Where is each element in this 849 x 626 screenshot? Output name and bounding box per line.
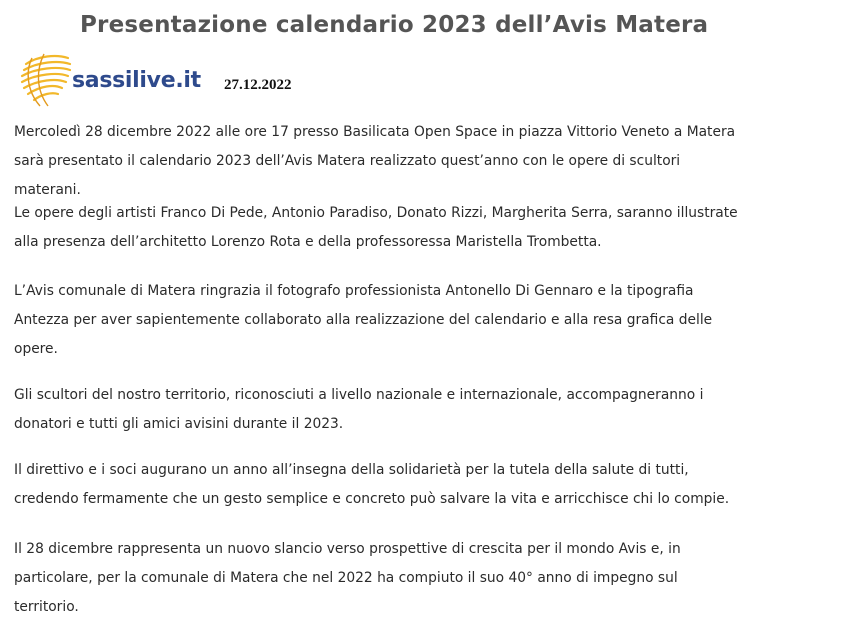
source-logo[interactable] bbox=[18, 50, 201, 112]
paragraph-line: Le opere degli artisti Franco Di Pede, Antonio Paradiso, Donato Rizzi, Margherita Serra, saranno illustrate bbox=[14, 205, 738, 221]
article-paragraph-5 bbox=[14, 456, 829, 514]
article-date: 27.12.2022 bbox=[224, 77, 292, 93]
paragraph-line: territorio. bbox=[14, 599, 79, 615]
paragraph-line: Antezza per aver sapientemente collaborato alla realizzazione del calendario e alla resa grafica delle bbox=[14, 312, 713, 328]
article-paragraph-4 bbox=[14, 381, 829, 439]
paragraph-line: materani. bbox=[14, 182, 81, 198]
paragraph-line: Il 28 dicembre rappresenta un nuovo slancio verso prospettive di crescita per il mondo Avis e, in bbox=[14, 541, 681, 557]
paragraph-line: L’Avis comunale di Matera ringrazia il fotografo professionista Antonello Di Gennaro e la tipografia bbox=[14, 283, 694, 299]
paragraph-line: sarà presentato il calendario 2023 dell’Avis Matera realizzato quest’anno con le opere di scultori bbox=[14, 153, 681, 169]
paragraph-line: donatori e tutti gli amici avisini durante il 2023. bbox=[14, 416, 344, 432]
article-paragraph-6 bbox=[14, 535, 829, 622]
article-title: Presentazione calendario 2023 dell’Avis Matera bbox=[80, 12, 709, 38]
sassilive-logo-icon bbox=[18, 50, 74, 110]
paragraph-line: opere. bbox=[14, 341, 58, 357]
paragraph-line: alla presenza dell’architetto Lorenzo Rota e della professoressa Maristella Trombetta. bbox=[14, 234, 602, 250]
paragraph-line: Gli scultori del nostro territorio, riconosciuti a livello nazionale e internazionale, accompagneranno i bbox=[14, 387, 704, 403]
article-paragraph-3 bbox=[14, 277, 829, 364]
paragraph-line: credendo fermamente che un gesto semplice e concreto può salvare la vita e arricchisce chi lo compie. bbox=[14, 491, 730, 507]
article-paragraph-1 bbox=[14, 118, 829, 205]
paragraph-line: Mercoledì 28 dicembre 2022 alle ore 17 presso Basilicata Open Space in piazza Vittorio Veneto a Matera bbox=[14, 124, 736, 140]
paragraph-line: particolare, per la comunale di Matera che nel 2022 ha compiuto il suo 40° anno di impegno sul bbox=[14, 570, 678, 586]
source-logo-text: sassilive.it bbox=[72, 68, 201, 93]
article-paragraph-2 bbox=[14, 199, 829, 257]
paragraph-line: Il direttivo e i soci augurano un anno all’insegna della solidarietà per la tutela della salute di tutti, bbox=[14, 462, 689, 478]
